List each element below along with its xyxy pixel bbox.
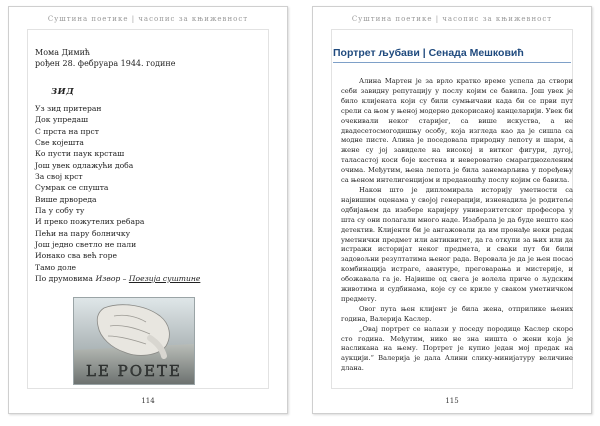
article-body (341, 77, 573, 374)
poem-line: Још увек одлажући доба (35, 160, 134, 170)
source-line (9, 274, 287, 283)
running-head: Суштина поетике | часопис за књижевност (351, 15, 553, 23)
article-paragraph: Алина Мартен је за врло кратко време успела да створи себи завидну репутацију у послу којим се бавила. Још увек је било клијената који су били сумњичави када би се први пут срели са њом у њеној модерно декорисаној канцеларији. Увек би очекивали неког старијег, са више искуства, а не двадесетосмогодишњу особу, која изгледа као да је сишла са модне писте. Алина је поседовала природну лепоту и шарм, а жене су јој завиделе на високој и витког фигури, дугој, таласастој коси боје кестена и невероватно смарагдноzеленим очима. Међутим, њена лепота је била занемарљива у поређењу са њеном интелигенцијом и преданошћу послу којим се бавила. (341, 77, 573, 185)
page-right (312, 6, 592, 414)
page-number: 114 (141, 397, 155, 405)
poem-line: Тамо доле (35, 262, 77, 272)
poem-line: И преко пожутелих ребара (35, 217, 145, 227)
poem-line: По друмовима (35, 274, 93, 284)
article-paragraph: „Овај портрет се налази у поседу породице Каслер скоро сто година. Међутим, нико не зна ништа о жени која је насликана на њему. Портрет је купио један мој предак на аукцији.“ Валерија је дала Алини слику-минијатуру величине длана. (341, 324, 573, 373)
hand-on-stone-image (74, 298, 194, 384)
poem-line: Па у собу ту (35, 206, 85, 216)
poem-line: Сумрак се спушта (35, 183, 109, 193)
poem-line: Ко пусти паук крсташ (35, 149, 125, 159)
article-title: Портрет љубави | Сенада Мешковић (333, 47, 524, 59)
article-paragraph: Након што је дипломирала историју уметности са највишим оценама у својој генерацији, изненадила је родитеље одбијањем да изабере каријеру универзитетског професора у шта су они полагали много наде. Изабрала је да буде нешто као детектив. Клијенти би је ангажовали да им пронађе неки редак уметнички предмет или антиквитет, да га откупи за њих или да истражи историјат неког предмета, и сваки пут би били задовољни резултатима њеног рада. Веровала је да је њен посао комбинација истраге, авантуре, преговарања и мистерије, и обожавала га је. Највише од свега је волела приче о људским животима и судбинама, које су се крилe у сваком уметничком предмету. (341, 185, 573, 303)
running-head: Суштина поетике | часопис за књижевност (47, 15, 249, 23)
poem-body (35, 103, 144, 285)
page-number: 115 (445, 397, 459, 405)
poem-line: Ионако сва већ горе (35, 251, 117, 261)
author-birth-date: рођен 28. фебруара 1944. године (35, 59, 176, 68)
source-link[interactable]: Поезија суштине (128, 274, 201, 283)
image-caption: LE POETE (86, 362, 182, 380)
poem-line: Још једно светло не пали (35, 240, 137, 250)
poet-photo (73, 297, 195, 385)
poem-line: Уз зид притеран (35, 104, 102, 113)
poem-title: ЗИД (51, 87, 75, 97)
article-paragraph: Овог пута њен клијент је била жена, отприлике њених година, Валерија Каслер. (341, 304, 573, 323)
poem-line: За свој крст (35, 172, 83, 182)
poem-line: Пећи на пару болничку (35, 228, 131, 238)
poem-line: Све којешта (35, 138, 84, 148)
poem-line: С прста на прст (35, 126, 99, 136)
title-divider (333, 62, 571, 63)
source-label: Извор – (95, 274, 127, 283)
poem-line: Више дрвореда (35, 194, 97, 204)
author-name: Мома Димић (35, 48, 91, 57)
poem-line: Док упредаш (35, 115, 89, 125)
page-left (8, 6, 288, 414)
